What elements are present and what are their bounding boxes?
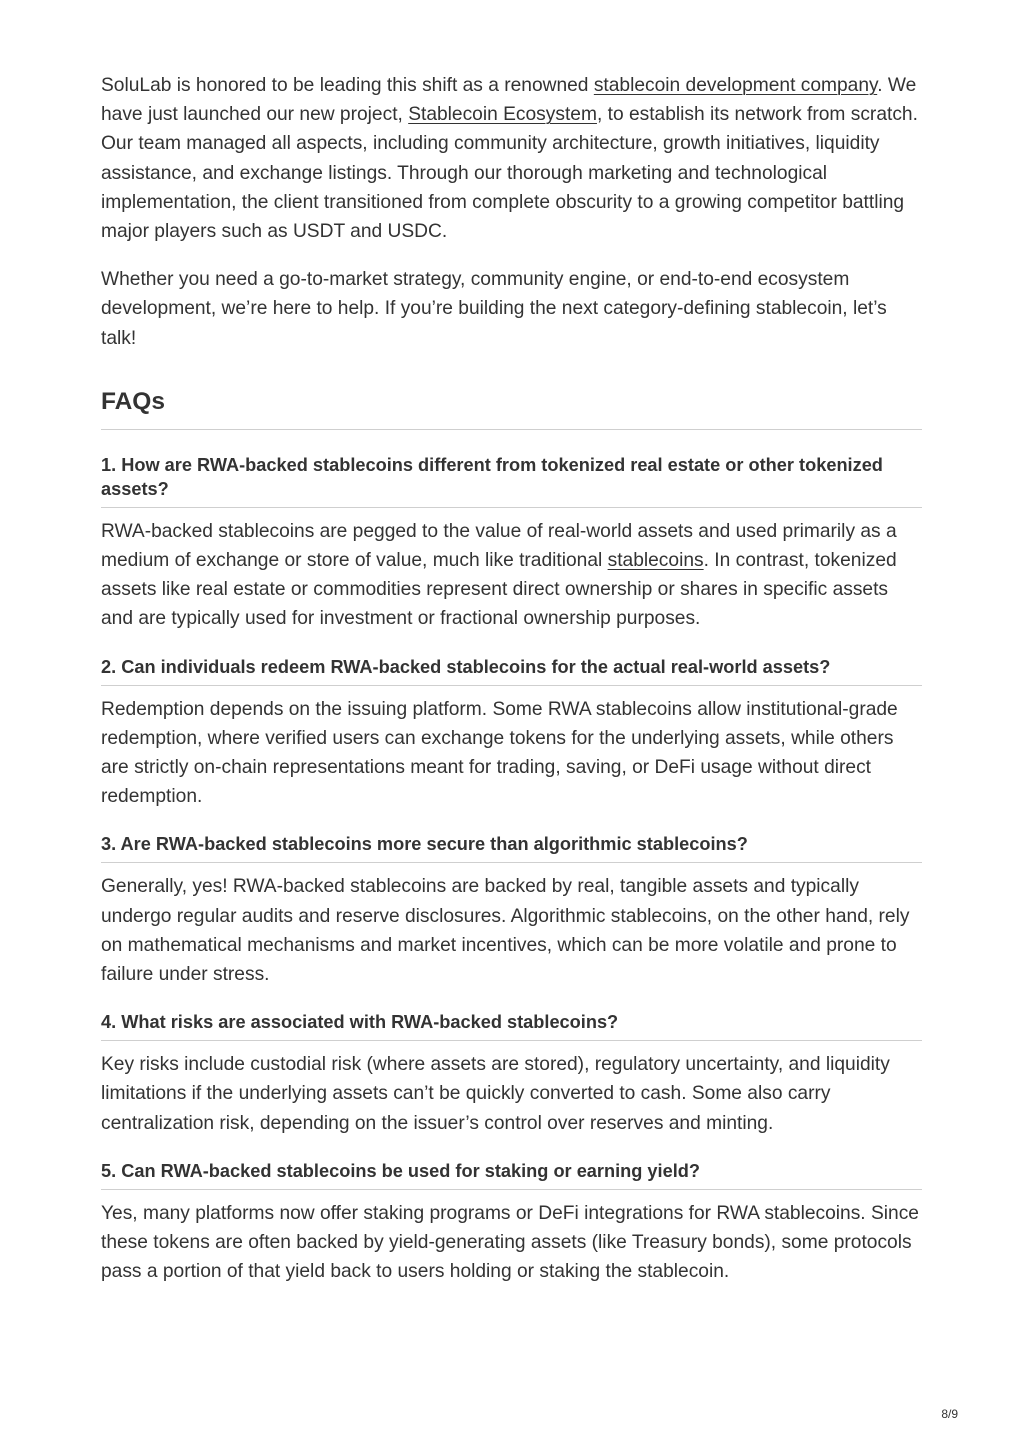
faq-item-2 bbox=[101, 655, 922, 812]
faq-question-4: 4. What risks are associated with RWA-backed stablecoins? bbox=[101, 1012, 619, 1033]
faq-item-3 bbox=[101, 832, 922, 989]
faq-divider-3 bbox=[101, 862, 922, 863]
page-number: 8/9 bbox=[941, 1407, 958, 1421]
intro-paragraph-2: Whether you need a go-to-market strategy, community engine, or end-to-end ecosystem development, we’re here to help. If you’re building the next category-defining stablecoin, let’s talk! bbox=[101, 269, 887, 349]
faq-heading-divider bbox=[101, 429, 922, 430]
faq-item-5 bbox=[101, 1159, 922, 1287]
faq-answer-2: Redemption depends on the issuing platform. Some RWA stablecoins allow institutional-grade redemption, where verified users can exchange tokens for the underlying assets, while others are strictly on-chain representations meant for trading, saving, or DeFi usage without direct redemption. bbox=[101, 698, 898, 808]
stablecoins-link[interactable]: stablecoins bbox=[607, 550, 704, 572]
faq-divider-5 bbox=[101, 1189, 922, 1190]
faq-item-4 bbox=[101, 1010, 922, 1138]
faq-question-2: 2. Can individuals redeem RWA-backed stablecoins for the actual real-world assets? bbox=[101, 656, 831, 677]
stablecoin-development-company-link[interactable]: stablecoin development company bbox=[593, 75, 878, 96]
faq-question-5: 5. Can RWA-backed stablecoins be used for staking or earning yield? bbox=[101, 1160, 700, 1181]
intro-text-start: SoluLab is honored to be leading this shift as a renowned bbox=[101, 75, 594, 96]
faq-answer-4: Key risks include custodial risk (where assets are stored), regulatory uncertainty, and liquidity limitations if the underlying assets can’t be quickly converted to cash. Some also carry centralization risk, depending on the issuer’s control over reserves and minting. bbox=[101, 1054, 890, 1134]
faq-divider-1 bbox=[101, 507, 922, 508]
faq-answer-1 bbox=[101, 517, 922, 634]
article-body bbox=[101, 71, 922, 1286]
faq-answer-3: Generally, yes! RWA-backed stablecoins are backed by real, tangible assets and typically undergo regular audits and reserve disclosures. Algorithmic stablecoins, on the other hand, rely on mathematical mechanisms and market incentives, which can be more volatile and prone to failure under stress. bbox=[101, 876, 910, 986]
faq-answer-5: Yes, many platforms now offer staking programs or DeFi integrations for RWA stablecoins. Since these tokens are often backed by yield-generating assets (like Treasury bonds), some protocols pass a portion of that yield back to users holding or staking the stablecoin. bbox=[101, 1202, 919, 1283]
faq-item-1 bbox=[101, 453, 922, 634]
intro-text-end: , to establish its network from scratch. Our team managed all aspects, including community architecture, growth initiatives, liquidity assistance, and exchange listings. Through our thorough marketing and technological implementation, the client transitioned from complete obscurity to a growing competitor battling major players such as USDT and USDC. bbox=[101, 104, 918, 243]
intro-text-middle: . We have just launched our new project, bbox=[101, 75, 917, 126]
intro-paragraph-1 bbox=[101, 71, 922, 246]
faq-question-3: 3. Are RWA-backed stablecoins more secure than algorithmic stablecoins? bbox=[101, 834, 748, 855]
faq-answer-1-start: RWA-backed stablecoins are pegged to the value of real-world assets and used primarily as a medium of exchange or store of value, much like traditional bbox=[101, 520, 897, 572]
stablecoin-ecosystem-link[interactable]: Stablecoin Ecosystem bbox=[408, 104, 597, 126]
faq-question-1: 1. How are RWA-backed stablecoins different from tokenized real estate or other tokenized assets? bbox=[101, 454, 883, 499]
faq-divider-2 bbox=[101, 685, 922, 686]
faq-answer-1-end: . In contrast, tokenized assets like real estate or commodities represent direct ownership or shares in specific assets and are typically used for investment or fractional ownership purposes. bbox=[101, 550, 897, 630]
faq-divider-4 bbox=[101, 1040, 922, 1041]
faq-heading: FAQs bbox=[101, 387, 165, 415]
